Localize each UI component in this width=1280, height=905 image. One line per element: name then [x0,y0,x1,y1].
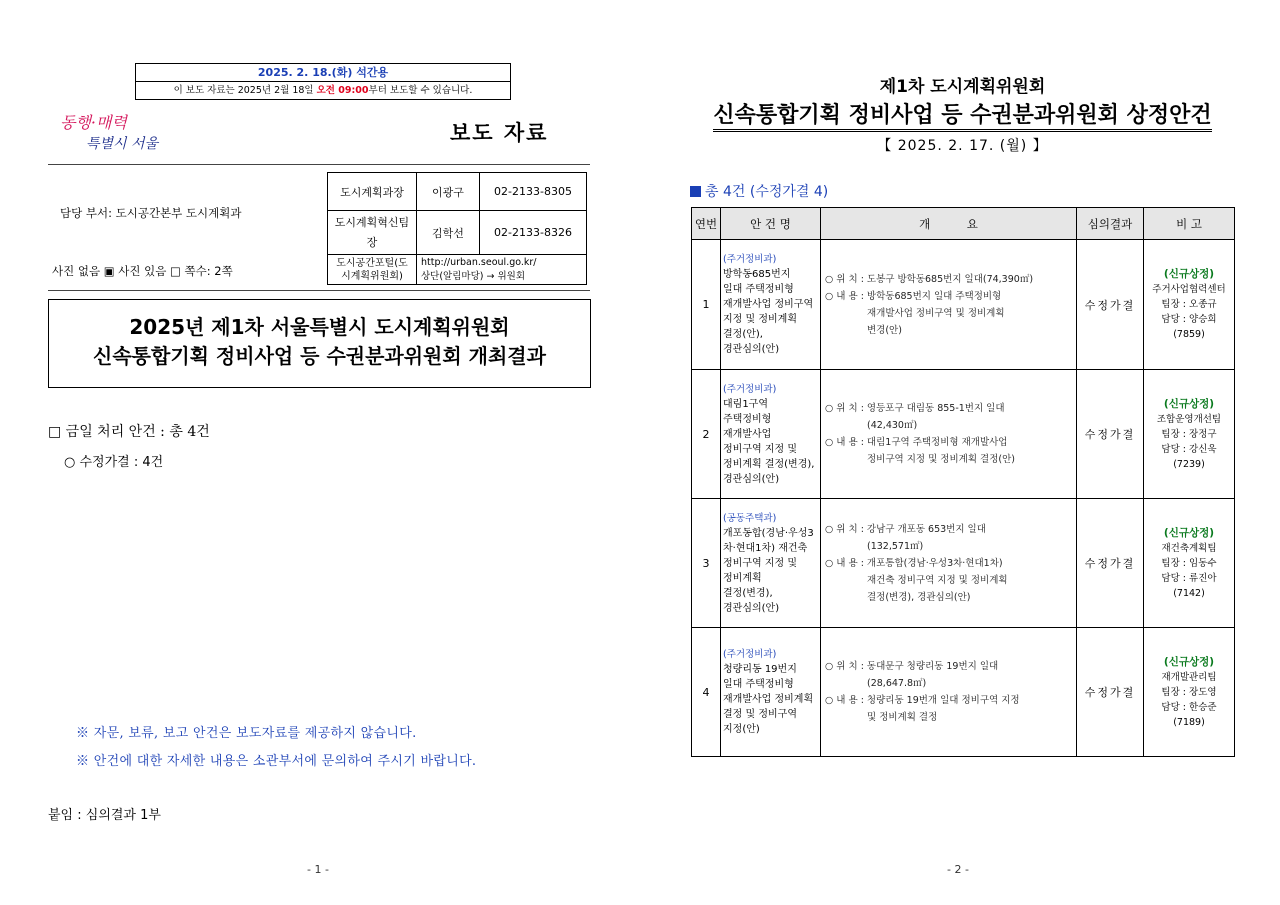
agenda-name-line: 결정(변경), [723,587,773,599]
table-row [692,370,1235,499]
agenda-name-line: 방학동685번지 [723,269,791,280]
agenda-category: (주거정비과) [723,254,777,265]
logo-line-2: 특별시 서울 [86,136,159,152]
remark-line: (7239) [1173,458,1205,470]
agenda-remark [1144,499,1235,628]
remark-line: 팀장 : 장도영 [1161,686,1217,698]
agenda-name-line: 대림1구역 [723,398,769,410]
remark-line: 담당 : 강신욱 [1161,443,1217,455]
agenda-remark [1144,240,1235,370]
remark-tag: (신규상정) [1163,526,1215,539]
remark-line: 재개발관리팀 [1161,671,1217,683]
summary-location: ○ 위 치 : 도봉구 방학동685번지 일대(74,390㎡) [825,273,1034,285]
page-number-1: - 1 - [307,863,329,876]
note-1: ※ 자문, 보류, 보고 안건은 보도자료를 제공하지 않습니다. [76,726,417,741]
contact-role: 도시계획혁신팀장 [328,211,417,255]
divider-top [48,164,590,165]
agenda-name [721,499,821,628]
seoul-logo [60,110,180,160]
agenda-name [721,370,821,499]
summary-content: ○ 내 용 : 개포통합(경남·우성3차·현대1차) [825,557,1003,569]
agenda-name-line: 지정(안) [723,724,760,735]
agenda-name-line: 일대 주택정비형 [723,679,794,690]
table-row [692,499,1235,628]
contact-row [328,211,587,255]
contact-name: 이광구 [417,173,480,211]
agenda-result: 수정가결 [1077,370,1144,499]
agenda-name-line: 차·현대1차) 재건축 [723,542,808,554]
logo-line-1: 동행·매력 [60,113,127,132]
agenda-summary [821,628,1077,757]
page-number-2: - 2 - [947,863,969,876]
agenda-category: (공동주택과) [723,512,777,524]
remark-tag: (신규상정) [1163,268,1215,280]
agenda-name [721,628,821,757]
right-title-2 [690,98,1235,129]
remark-line: 팀장 : 임동수 [1161,557,1217,569]
portal-label: 도시공간포털(도시계획위원회) [328,255,417,285]
agenda-name-line: 주택정비형 [723,413,772,425]
agenda-total: □ 금일 처리 안건 : 총 4건 [48,424,210,440]
agenda-name-line: 재개발사업 정비구역 [723,299,814,310]
contact-name: 김학선 [417,211,480,255]
square-icon [690,186,701,197]
agenda-modified: ○ 수정가결 : 4건 [64,455,164,470]
agenda-remark [1144,370,1235,499]
remark-line: 재건축계획팀 [1161,542,1217,554]
remark-line: 담당 : 류진아 [1161,572,1217,584]
agenda-total-text: 총 4건 (수정가결 4) [705,184,829,200]
header-name: 안 건 명 [721,208,821,240]
embargo-box [135,63,511,100]
header-summary: 개 요 [821,208,1077,240]
agenda-name-line: 결정 및 정비구역 [723,709,797,720]
main-title-box [48,299,591,388]
press-release-title: 보도 자료 [450,121,549,145]
release-post: 부터 보도할 수 있습니다. [368,85,473,96]
agenda-name-line: 정비구역 지정 및 [723,557,797,569]
summary-content-line: 정비구역 지정 및 정비계획 결정(안) [867,454,1015,465]
contact-row [328,173,587,211]
release-time: 오전 09:00 [316,85,369,96]
agenda-name-line: 재개발사업 정비계획 [723,694,814,705]
remark-line: 담당 : 양승희 [1161,314,1217,325]
row-no: 2 [692,370,721,499]
portal-url[interactable]: http://urban.seoul.go.kr/ [421,256,537,268]
embargo-release [136,82,510,99]
right-title-2-text: 신속통합기획 정비사업 등 수권분과위원회 상정안건 [713,103,1211,132]
summary-content-line: 결정(변경), 경관심의(안) [867,591,971,603]
right-title-1: 제1차 도시계획위원회 [879,77,1046,97]
summary-location-cont: (42,430㎡) [867,420,918,431]
agenda-summary [821,499,1077,628]
agenda-remark [1144,628,1235,757]
row-no: 1 [692,240,721,370]
contact-phone: 02-2133-8326 [480,211,587,255]
main-title-line-2: 신속통합기획 정비사업 등 수권분과위원회 개최결과 [93,344,546,368]
note-2: ※ 안건에 대한 자세한 내용은 소관부서에 문의하여 주시기 바랍니다. [76,754,477,769]
agenda-name-line: 개포동합(경남·우성3 [723,527,814,539]
agenda-name-line: 결정(안), [723,329,763,340]
summary-content-line: 및 정비계획 결정 [867,712,938,723]
row-no: 4 [692,628,721,757]
summary-location: ○ 위 치 : 영등포구 대림동 855-1번지 일대 [825,403,1005,414]
agenda-name-line: 정비계획 결정(변경), [723,458,815,470]
remark-tag: (신규상정) [1163,397,1215,410]
department: 담당 부서: 도시공간본부 도시계획과 [60,206,242,220]
table-row [692,240,1235,370]
header-no: 연번 [692,208,721,240]
agenda-result: 수정가결 [1077,240,1144,370]
agenda-table [691,207,1235,757]
agenda-summary [821,370,1077,499]
agenda-result: 수정가결 [1077,628,1144,757]
agenda-name-line: 정비구역 지정 및 [723,443,797,455]
remark-line: 팀장 : 장정구 [1161,428,1217,440]
agenda-name [721,240,821,370]
agenda-name-line: 청량리동 19번지 [723,664,797,675]
remark-tag: (신규상정) [1163,655,1215,668]
row-no: 3 [692,499,721,628]
header-remark: 비 고 [1144,208,1235,240]
contact-table [327,172,587,285]
agenda-total-summary [690,181,828,201]
summary-location-cont: (28,647.8㎡) [867,678,927,689]
contact-phone: 02-2133-8305 [480,173,587,211]
divider-middle [48,290,590,291]
summary-content-line: 재개발사업 정비구역 및 정비계획 [867,307,1005,319]
agenda-name-line: 지정 및 정비계획 [723,314,797,325]
table-row [692,628,1235,757]
agenda-category: (주거정비과) [723,649,777,660]
summary-content: ○ 내 용 : 방학동685번지 일대 주택정비형 [825,290,1002,302]
attachment: 붙임 : 심의결과 1부 [48,808,161,823]
agenda-category: (주거정비과) [723,383,777,395]
meeting-date: 【 2025. 2. 17. (월) 】 [877,138,1048,154]
contact-row [328,255,587,285]
remark-line: (7189) [1173,716,1205,728]
summary-location: ○ 위 치 : 강남구 개포동 653번지 일대 [825,523,986,535]
agenda-name-line: 일대 주택정비형 [723,284,794,295]
summary-location-cont: (132,571㎡) [867,540,924,552]
contact-role: 도시계획과장 [328,173,417,211]
summary-content: ○ 내 용 : 청량리동 19번개 일대 정비구역 지정 [825,695,1020,706]
photo-pages-info: 사진 없음 ▣ 사진 있음 □ 쪽수: 2쪽 [52,264,233,278]
summary-content-line: 변경(안) [867,324,902,336]
agenda-name-line: 경관심의(안) [723,602,780,614]
header-result: 심의결과 [1077,208,1144,240]
remark-line: (7142) [1173,587,1205,599]
portal-path: 상단(알림마당) → 위원회 [421,270,526,282]
main-title-line-1: 2025년 제1차 서울특별시 도시계획위원회 [129,315,510,339]
agenda-name-line: 재개발사업 [723,428,772,440]
table-header-row [692,208,1235,240]
summary-content-line: 재건축 정비구역 지정 및 정비계획 [867,574,1008,586]
remark-line: 팀장 : 오종규 [1161,299,1217,310]
agenda-summary [821,240,1077,370]
agenda-name-line: 경관심의(안) [723,473,780,485]
remark-line: 주거사업협력센터 [1152,284,1226,295]
embargo-date: 2025. 2. 18.(화) 석간용 [136,64,510,82]
remark-line: 담당 : 한승준 [1161,701,1217,713]
remark-line: 조합운영개선팀 [1156,413,1222,425]
summary-location: ○ 위 치 : 동대문구 청량리동 19번지 일대 [825,661,999,672]
agenda-name-line: 정비계획 [723,572,762,584]
portal-link[interactable] [417,255,587,285]
agenda-result: 수정가결 [1077,499,1144,628]
agenda-name-line: 경관심의(안) [723,344,780,355]
remark-line: (7859) [1173,329,1205,340]
summary-content: ○ 내 용 : 대림1구역 주택정비형 재개발사업 [825,437,1008,448]
release-pre: 이 보도 자료는 2025년 2월 18일 [173,85,317,96]
